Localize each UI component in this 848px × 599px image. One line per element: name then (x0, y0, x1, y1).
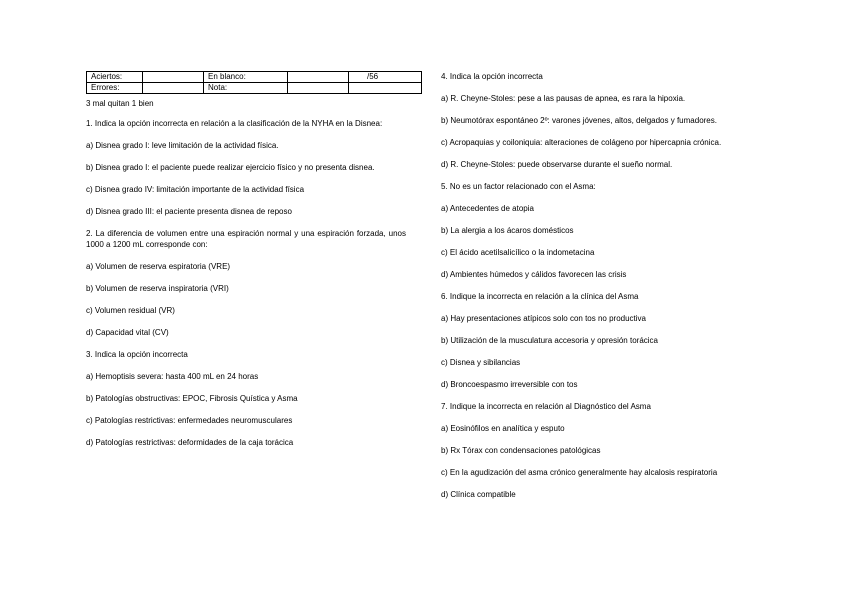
question-5 (441, 181, 771, 280)
option-b: b) Utilización de la musculatura accesoria y opresión torácica (441, 336, 658, 345)
question-text: 2. La diferencia de volumen entre una espiración normal y una espiración forzada, unos 1000 a 1200 mL corresponde con: (86, 229, 406, 249)
right-column (441, 71, 771, 511)
question-text: 3. Indica la opción incorrecta (86, 350, 188, 359)
option-a: a) Antecedentes de atopia (441, 204, 534, 213)
left-column (86, 118, 406, 459)
question-text: 6. Indique la incorrecta en relación a la clínica del Asma (441, 292, 639, 301)
option-d: d) Capacidad vital (CV) (86, 328, 169, 337)
en-blanco-value (288, 72, 349, 83)
aciertos-value (143, 72, 204, 83)
question-4 (441, 71, 771, 170)
option-d: d) R. Cheyne-Stoles: puede observarse durante el sueño normal. (441, 160, 673, 169)
score-table (86, 71, 422, 94)
option-d: d) Patologías restrictivas: deformidades de la caja torácica (86, 438, 294, 447)
option-c: c) Disnea grado IV: limitación importante de la actividad física (86, 185, 305, 194)
errores-label: Errores: (87, 83, 143, 94)
option-b: b) Rx Tórax con condensaciones patológicas (441, 446, 601, 455)
option-b: b) Neumotórax espontáneo 2º: varones jóvenes, altos, delgados y fumadores. (441, 116, 717, 125)
option-c: c) Patologías restrictivas: enfermedades neuromusculares (86, 416, 293, 425)
option-a: a) Disnea grado I: leve limitación de la actividad física. (86, 141, 279, 150)
option-a: a) Hay presentaciones atípicos solo con tos no productiva (441, 314, 647, 323)
question-text: 5. No es un factor relacionado con el Asma: (441, 182, 596, 191)
option-b: b) La alergia a los ácaros domésticos (441, 226, 574, 235)
aciertos-label: Aciertos: (87, 72, 143, 83)
option-c: c) El ácido acetilsalicílico o la indometacina (441, 248, 595, 257)
option-a: a) Volumen de reserva espiratoria (VRE) (86, 262, 231, 271)
option-a: a) Hemoptisis severa: hasta 400 mL en 24 horas (86, 372, 259, 381)
empty-cell (349, 83, 422, 94)
option-a: a) Eosinófilos en analítica y esputo (441, 424, 565, 433)
question-text: 1. Indica la opción incorrecta en relación a la clasificación de la NYHA en la Disnea: (86, 119, 383, 128)
nota-label: Nota: (204, 83, 288, 94)
option-c: c) Disnea y sibilancias (441, 358, 521, 367)
total-label: /56 (349, 72, 422, 83)
question-2 (86, 228, 406, 338)
option-c: c) Acropaquias y coiloniquia: alteraciones de colágeno por hipercapnia crónica. (441, 138, 722, 147)
option-b: b) Volumen de reserva inspiratoria (VRI) (86, 284, 229, 293)
question-6 (441, 291, 771, 390)
option-c: c) En la agudización del asma crónico generalmente hay alcalosis respiratoria (441, 468, 718, 477)
option-c: c) Volumen residual (VR) (86, 306, 175, 315)
score-row-1 (87, 72, 422, 83)
question-text: 7. Indique la incorrecta en relación al Diagnóstico del Asma (441, 402, 651, 411)
scoring-note: 3 mal quitan 1 bien (86, 99, 154, 108)
question-text: 4. Indica la opción incorrecta (441, 72, 543, 81)
option-d: d) Broncoespasmo irreversible con tos (441, 380, 578, 389)
question-7 (441, 401, 771, 500)
option-d: d) Ambientes húmedos y cálidos favorecen las crisis (441, 270, 627, 279)
question-1 (86, 118, 406, 217)
score-row-2 (87, 83, 422, 94)
en-blanco-label: En blanco: (204, 72, 288, 83)
errores-value (143, 83, 204, 94)
option-a: a) R. Cheyne-Stoles: pese a las pausas de apnea, es rara la hipoxia. (441, 94, 686, 103)
option-d: d) Disnea grado III: el paciente presenta disnea de reposo (86, 207, 292, 216)
question-3 (86, 349, 406, 448)
option-b: b) Patologías obstructivas: EPOC, Fibrosis Quística y Asma (86, 394, 298, 403)
nota-value (288, 83, 349, 94)
option-d: d) Clínica compatible (441, 490, 516, 499)
option-b: b) Disnea grado I: el paciente puede realizar ejercicio físico y no presenta disnea. (86, 163, 375, 172)
